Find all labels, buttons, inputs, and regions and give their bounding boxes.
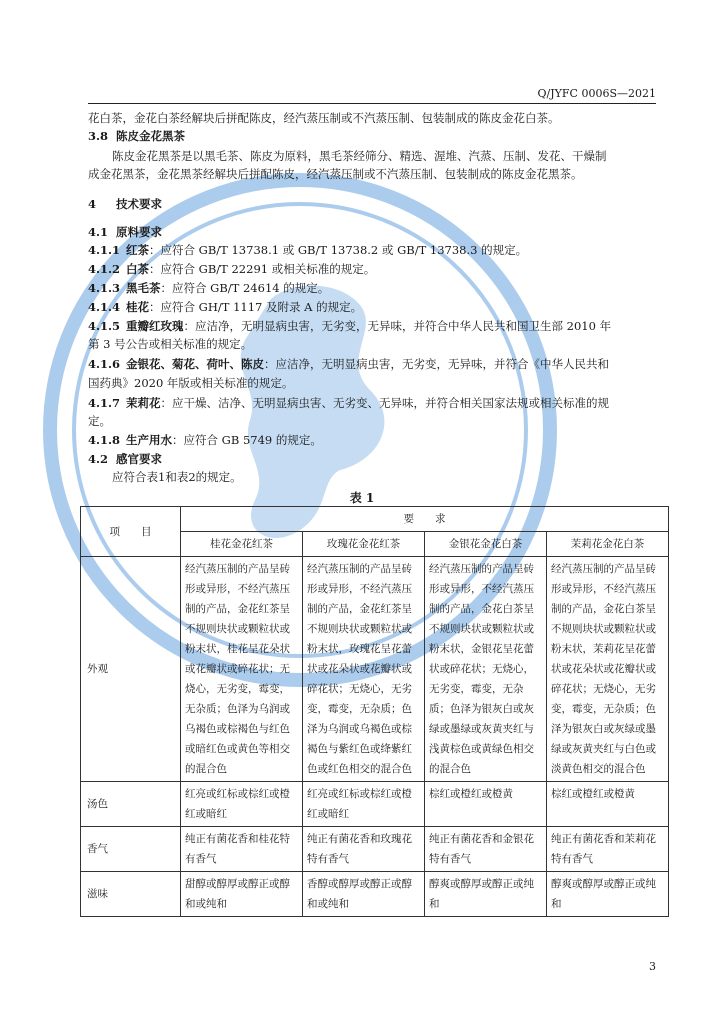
table-cell: 纯正有菌花香和玫瑰花特有香气 xyxy=(303,827,425,872)
item-4-1-2 xyxy=(88,261,656,277)
table-caption: 表 1 xyxy=(349,491,375,505)
item-4-1-5-continuation: 第 3 号公告或相关标准的规定。 xyxy=(88,337,253,351)
item-4-1-7-continuation: 定。 xyxy=(88,414,111,428)
item-4-1-5 xyxy=(88,318,656,334)
row-label: 外观 xyxy=(81,557,181,782)
item-term: 金银花、菊花、荷叶、陈皮 xyxy=(126,357,264,371)
section-4-heading xyxy=(88,196,656,212)
table-cell: 棕红或橙红或橙黄 xyxy=(547,782,669,827)
table-row-aroma xyxy=(81,827,669,872)
row-label: 香气 xyxy=(81,827,181,872)
item-term: 黑毛茶 xyxy=(126,281,161,295)
item-term: 白茶 xyxy=(126,262,149,276)
section-3-8-text-line-2: 成金花黑茶，金花黑茶经解块后拼配陈皮，经汽蒸压制或不汽蒸压制、包装制成的陈皮金花黑茶。 xyxy=(88,167,583,181)
item-number: 4.1.1 xyxy=(88,243,121,257)
table-cell: 经汽蒸压制的产品呈砖形或异形，不经汽蒸压制的产品，金花红茶呈不规则块状或颗粒状或粉末状，玫瑰花呈花蕾状或花朵状或花瓣状或碎花状；无烧心，无劣变，霉变，无杂质；色泽为乌润或乌褐色或棕褐色与紫红色或绛紫红色或红色相交的混合色 xyxy=(303,557,425,782)
item-text: ：应符合 GB/T 24614 的规定。 xyxy=(160,281,330,295)
item-term: 重瓣红玫瑰 xyxy=(126,319,184,333)
table-cell: 甜醇或醇厚或醇正或醇和或纯和 xyxy=(181,872,303,917)
item-term: 桂花 xyxy=(126,300,149,314)
item-number: 4.1.3 xyxy=(88,281,121,295)
page-number: 3 xyxy=(649,960,656,973)
section-number: 4.1 xyxy=(88,225,109,239)
section-number: 4.2 xyxy=(88,452,109,466)
item-number: 4.1.6 xyxy=(88,357,121,371)
item-number: 4.1.4 xyxy=(88,300,121,314)
item-number: 4.1.7 xyxy=(88,396,121,410)
section-4-1-heading xyxy=(88,224,656,240)
column-header: 玫瑰花金花红茶 xyxy=(303,532,425,557)
section-title: 陈皮金花黑茶 xyxy=(116,129,185,143)
sensory-requirements-table xyxy=(80,506,669,917)
table-cell: 棕红或橙红或橙黄 xyxy=(425,782,547,827)
item-text: ：应洁净，无明显病虫害，无劣变，无异味，并符合《中华人民共和 xyxy=(264,357,609,371)
item-text: ：应符合 GB/T 13738.1 或 GB/T 13738.2 或 GB/T 13738.3 的规定。 xyxy=(149,243,528,257)
table-cell: 醇爽或醇厚或醇正或纯和 xyxy=(547,872,669,917)
table-cell: 红亮或红标或棕红或橙红或暗红 xyxy=(303,782,425,827)
item-4-1-1 xyxy=(88,242,656,258)
table-row-appearance xyxy=(81,557,669,782)
item-4-1-6 xyxy=(88,356,656,372)
section-3-8-heading xyxy=(88,128,656,144)
requirements-header: 要 求 xyxy=(181,507,669,532)
section-title: 技术要求 xyxy=(116,197,162,211)
row-label: 汤色 xyxy=(81,782,181,827)
table-header-row xyxy=(81,507,669,532)
column-header: 茉莉花金花白茶 xyxy=(547,532,669,557)
table-row-taste xyxy=(81,872,669,917)
item-4-1-3 xyxy=(88,280,656,296)
item-text: ：应符合 GB/T 22291 或相关标准的规定。 xyxy=(149,262,376,276)
table-row-liquor-color xyxy=(81,782,669,827)
intro-line: 花白茶，金花白茶经解块后拼配陈皮，经汽蒸压制或不汽蒸压制、包装制成的陈皮金花白茶。 xyxy=(88,111,560,125)
section-4-2-text: 应符合表1和表2的规定。 xyxy=(112,470,242,484)
section-number: 4 xyxy=(88,197,97,211)
section-number: 3.8 xyxy=(88,129,109,143)
item-term: 红茶 xyxy=(126,243,149,257)
item-term: 生产用水 xyxy=(126,433,172,447)
item-4-1-7 xyxy=(88,395,656,411)
item-4-1-6-continuation: 国药典》2020 年版或相关标准的规定。 xyxy=(88,376,294,390)
document-code: Q/JYFC 0006S—2021 xyxy=(537,87,656,100)
section-4-2-heading xyxy=(88,451,656,467)
section-title: 感官要求 xyxy=(116,452,162,466)
item-4-1-8 xyxy=(88,432,656,448)
section-3-8-text-line-1: 陈皮金花黑茶是以黑毛茶、陈皮为原料，黑毛茶经筛分、精选、渥堆、汽蒸、压制、发花、干燥制 xyxy=(112,149,607,163)
section-title: 原料要求 xyxy=(116,225,162,239)
item-text: ：应符合 GB 5749 的规定。 xyxy=(172,433,322,447)
table-cell: 纯正有菌花香和茉莉花特有香气 xyxy=(547,827,669,872)
column-header: 桂花金花红茶 xyxy=(181,532,303,557)
item-text: ：应干燥、洁净、无明显病虫害、无劣变、无异味，并符合相关国家法规或相关标准的规 xyxy=(160,396,609,410)
table-cell: 红亮或红标或棕红或橙红或暗红 xyxy=(181,782,303,827)
item-term: 茉莉花 xyxy=(126,396,161,410)
table-cell: 经汽蒸压制的产品呈砖形或异形，不经汽蒸压制的产品，金花红茶呈不规则块状或颗粒状或粉末状，桂花呈花朵状或花瓣状或碎花状；无烧心，无劣变，霉变，无杂质；色泽为乌润或乌褐色或棕褐色与红色或暗红色或黄色等相交的混合色 xyxy=(181,557,303,782)
item-number: 4.1.5 xyxy=(88,319,121,333)
row-label: 滋味 xyxy=(81,872,181,917)
item-text: ：应洁净，无明显病虫害，无劣变，无异味，并符合中华人民共和国卫生部 2010 年 xyxy=(183,319,612,333)
item-4-1-4 xyxy=(88,299,656,315)
item-header: 项 目 xyxy=(81,507,181,557)
header-rule xyxy=(88,103,656,104)
table-cell: 经汽蒸压制的产品呈砖形或异形，不经汽蒸压制的产品，金花白茶呈不规则块状或颗粒状或粉末状，金银花呈花蕾状或碎花状；无烧心，无劣变，霉变，无杂质；色泽为银灰白或灰绿或墨绿或灰黄夹红与浅黄棕色或黄绿色相交的混合色 xyxy=(425,557,547,782)
item-text: ：应符合 GH/T 1117 及附录 A 的规定。 xyxy=(149,300,363,314)
table-cell: 经汽蒸压制的产品呈砖形或异形，不经汽蒸压制的产品，金花白茶呈不规则块状或颗粒状或粉末状，茉莉花呈花蕾状或花朵状或花瓣状或碎花状；无烧心，无劣变，霉变，无杂质；色泽为银灰白或灰绿或墨绿或灰黄夹红与白色或淡黄色相交的混合色 xyxy=(547,557,669,782)
table-cell: 纯正有菌花香和桂花特有香气 xyxy=(181,827,303,872)
item-number: 4.1.2 xyxy=(88,262,121,276)
column-header: 金银花金花白茶 xyxy=(425,532,547,557)
table-cell: 纯正有菌花香和金银花特有香气 xyxy=(425,827,547,872)
item-number: 4.1.8 xyxy=(88,433,121,447)
table-cell: 醇爽或醇厚或醇正或纯和 xyxy=(425,872,547,917)
table-cell: 香醇或醇厚或醇正或醇和或纯和 xyxy=(303,872,425,917)
